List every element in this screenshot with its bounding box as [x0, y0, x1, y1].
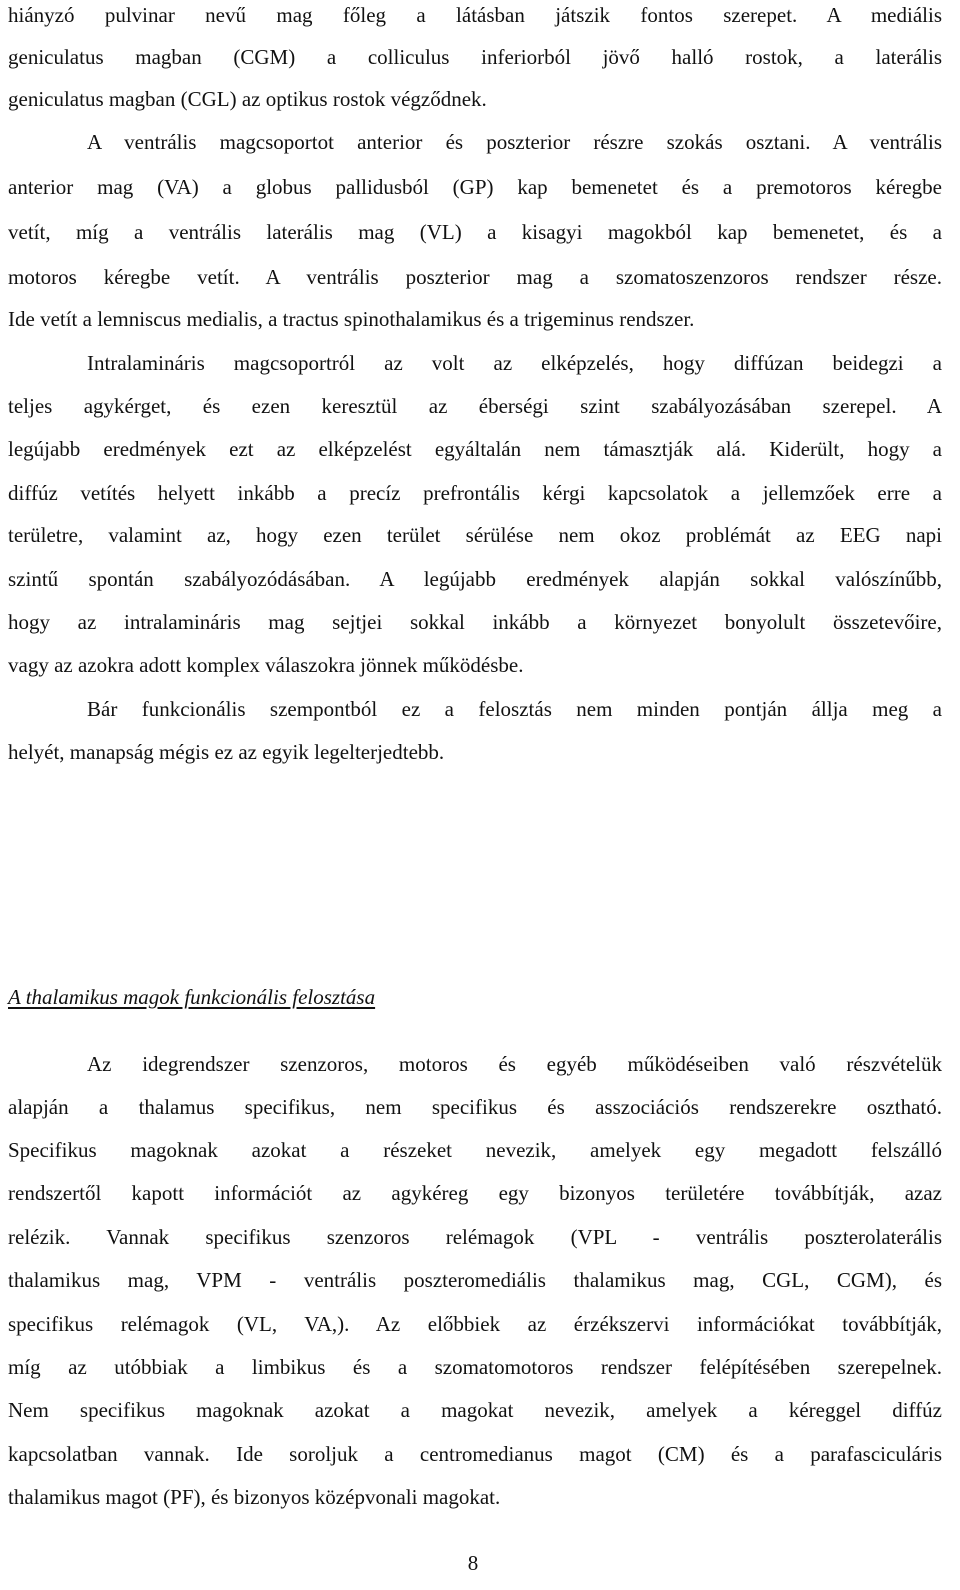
- text-line: helyét, manapság mégis ez az egyik legelterjedtebb.: [8, 740, 445, 764]
- text-line: thalamikus magot (PF), és bizonyos középvonali magokat.: [8, 1485, 501, 1509]
- text-line: Az idegrendszer szenzoros, motoros és egyéb működéseiben való részvételük: [87, 1052, 942, 1076]
- page-number: 8: [467, 1551, 479, 1575]
- text-line: rendszertől kapott információt az agykéreg egy bizonyos területére továbbítják, azaz: [8, 1181, 942, 1205]
- text-line: geniculatus magban (CGL) az optikus rostok végződnek.: [8, 87, 487, 111]
- text-line: anterior mag (VA) a globus pallidusból (GP) kap bemenetet és a premotoros kéregbe: [8, 175, 942, 199]
- text-line: specifikus relémagok (VL, VA,). Az előbbiek az érzékszervi információkat továbbítják,: [8, 1312, 942, 1336]
- text-line: alapján a thalamus specifikus, nem specifikus és asszociációs rendszerekre osztható.: [8, 1095, 942, 1119]
- text-line: Ide vetít a lemniscus medialis, a tractus spinothalamikus és a trigeminus rendszer.: [8, 307, 695, 331]
- text-line: hiányzó pulvinar nevű mag főleg a látásban játszik fontos szerepet. A mediális: [8, 3, 942, 27]
- text-line: területre, valamint az, hogy ezen terület sérülése nem okoz problémát az EEG napi: [8, 523, 942, 547]
- text-line: szintű spontán szabályozódásában. A legújabb eredmények alapján sokkal valószínűbb,: [8, 567, 942, 591]
- text-line: Nem specifikus magoknak azokat a magokat nevezik, amelyek a kéreggel diffúz: [8, 1398, 942, 1422]
- text-line: vagy az azokra adott komplex válaszokra jönnek működésbe.: [8, 653, 524, 677]
- text-line: teljes agykérget, és ezen keresztül az éberségi szint szabályozásában szerepel. A: [8, 394, 942, 418]
- text-line: diffúz vetítés helyett inkább a precíz prefrontális kérgi kapcsolatok a jellemzőek erre a: [8, 481, 942, 505]
- text-line: Intralamináris magcsoportról az volt az elképzelés, hogy diffúzan beidegzi a: [87, 351, 942, 375]
- text-line: A ventrális magcsoportot anterior és poszterior részre szokás osztani. A ventrális: [87, 130, 942, 154]
- text-line: hogy az intralamináris mag sejtjei sokkal inkább a környezet bonyolult összetevőire,: [8, 610, 942, 634]
- section-heading: A thalamikus magok funkcionális felosztása: [8, 985, 376, 1009]
- text-line: Specifikus magoknak azokat a részeket nevezik, amelyek egy megadott felszálló: [8, 1138, 942, 1162]
- text-line: relézik. Vannak specifikus szenzoros relémagok (VPL - ventrális poszterolaterális: [8, 1225, 942, 1249]
- text-line: Bár funkcionális szempontból ez a felosztás nem minden pontján állja meg a: [87, 697, 942, 721]
- text-line: vetít, míg a ventrális laterális mag (VL) a kisagyi magokból kap bemenetet, és a: [8, 220, 942, 244]
- text-line: míg az utóbbiak a limbikus és a szomatomotoros rendszer felépítésében szerepelnek.: [8, 1355, 942, 1379]
- text-line: legújabb eredmények ezt az elképzelést egyáltalán nem támasztják alá. Kiderült, hogy a: [8, 437, 942, 461]
- text-line: geniculatus magban (CGM) a colliculus inferiorból jövő halló rostok, a laterális: [8, 45, 942, 69]
- text-line: kapcsolatban vannak. Ide soroljuk a centromedianus magot (CM) és a parafasciculáris: [8, 1442, 942, 1466]
- text-line: motoros kéregbe vetít. A ventrális poszterior mag a szomatoszenzoros rendszer része.: [8, 265, 942, 289]
- text-line: thalamikus mag, VPM - ventrális poszteromediális thalamikus mag, CGL, CGM), és: [8, 1268, 942, 1292]
